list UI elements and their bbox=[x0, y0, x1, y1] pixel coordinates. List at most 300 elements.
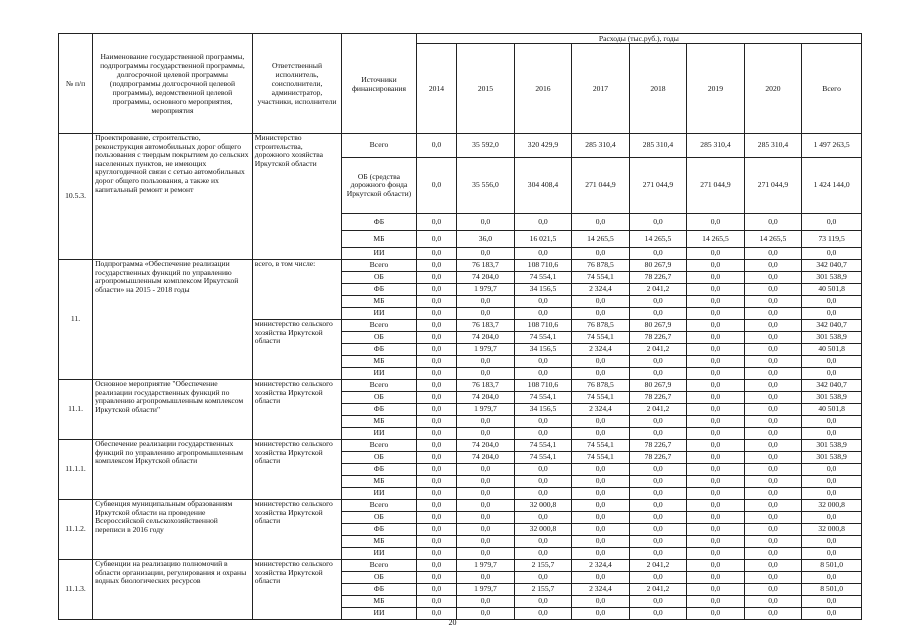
budget-table-sheet bbox=[58, 33, 862, 620]
year-value: 2 324,4 bbox=[572, 560, 630, 572]
year-value: 76 183,7 bbox=[457, 260, 515, 272]
year-value: 285 310,4 bbox=[629, 134, 687, 158]
year-value: 0,0 bbox=[416, 500, 456, 512]
year-value: 0,0 bbox=[572, 248, 630, 260]
year-value: 80 267,9 bbox=[629, 260, 687, 272]
year-value: 0,0 bbox=[687, 404, 745, 416]
year-value: 0,0 bbox=[457, 524, 515, 536]
funding-source: МБ bbox=[342, 231, 417, 248]
funding-source: ФБ bbox=[342, 584, 417, 596]
year-value: 78 226,7 bbox=[629, 332, 687, 344]
funding-source: ИИ bbox=[342, 308, 417, 320]
year-value: 34 156,5 bbox=[514, 404, 572, 416]
year-value: 0,0 bbox=[416, 548, 456, 560]
year-value: 0,0 bbox=[687, 214, 745, 231]
year-value: 0,0 bbox=[457, 416, 515, 428]
year-value: 0,0 bbox=[687, 320, 745, 332]
year-value: 0,0 bbox=[416, 464, 456, 476]
year-value: 0,0 bbox=[744, 488, 802, 500]
year-value: 0,0 bbox=[744, 500, 802, 512]
funding-source: ИИ bbox=[342, 548, 417, 560]
funding-source: ИИ bbox=[342, 608, 417, 620]
year-value: 0,0 bbox=[629, 368, 687, 380]
header-num: № п/п bbox=[59, 34, 93, 134]
year-value: 0,0 bbox=[629, 488, 687, 500]
year-value: 0,0 bbox=[744, 296, 802, 308]
row-number: 11.1.1. bbox=[59, 440, 93, 500]
year-value: 0,0 bbox=[629, 524, 687, 536]
year-value: 0,0 bbox=[457, 500, 515, 512]
year-value: 0,0 bbox=[572, 572, 630, 584]
year-value: 0,0 bbox=[629, 512, 687, 524]
year-value: 0,0 bbox=[572, 500, 630, 512]
year-value: 0,0 bbox=[629, 608, 687, 620]
year-value: 0,0 bbox=[572, 596, 630, 608]
year-value: 74 554,1 bbox=[514, 452, 572, 464]
year-value: 2 041,2 bbox=[629, 404, 687, 416]
year-value: 0,0 bbox=[687, 476, 745, 488]
year-value: 0,0 bbox=[514, 608, 572, 620]
year-value: 0,0 bbox=[744, 272, 802, 284]
year-value: 14 265,5 bbox=[687, 231, 745, 248]
total-value: 73 119,5 bbox=[802, 231, 862, 248]
year-value: 35 592,0 bbox=[457, 134, 515, 158]
year-value: 0,0 bbox=[744, 332, 802, 344]
year-value: 0,0 bbox=[744, 536, 802, 548]
year-value: 74 554,1 bbox=[514, 272, 572, 284]
program-name: Обеспечение реализации государственных функций по управлению агропромышленным комплексом Иркутской области bbox=[93, 440, 253, 500]
total-value: 0,0 bbox=[802, 296, 862, 308]
year-value: 80 267,9 bbox=[629, 320, 687, 332]
year-value: 0,0 bbox=[629, 428, 687, 440]
year-value: 0,0 bbox=[416, 320, 456, 332]
year-value: 0,0 bbox=[416, 584, 456, 596]
funding-source: ФБ bbox=[342, 344, 417, 356]
year-value: 0,0 bbox=[572, 488, 630, 500]
year-value: 0,0 bbox=[629, 500, 687, 512]
year-value: 1 979,7 bbox=[457, 404, 515, 416]
funding-source: Всего bbox=[342, 134, 417, 158]
year-value: 285 310,4 bbox=[744, 134, 802, 158]
year-value: 0,0 bbox=[687, 332, 745, 344]
row-number: 11.1.3. bbox=[59, 560, 93, 620]
total-value: 301 538,9 bbox=[802, 392, 862, 404]
year-value: 0,0 bbox=[457, 536, 515, 548]
header-name: Наименование государственной программы, подпрограммы государственной программы, долгосрочной целевой программы (подпрограммы долгосрочной целевой программы), ведомственной целевой программы, основного мероприятия, мероприятия bbox=[93, 34, 253, 134]
year-value: 0,0 bbox=[744, 380, 802, 392]
year-value: 0,0 bbox=[457, 308, 515, 320]
funding-source: Всего bbox=[342, 320, 417, 332]
funding-source: ОБ bbox=[342, 392, 417, 404]
year-value: 0,0 bbox=[457, 296, 515, 308]
funding-source: ФБ bbox=[342, 404, 417, 416]
year-value: 16 021,5 bbox=[514, 231, 572, 248]
year-value: 36,0 bbox=[457, 231, 515, 248]
funding-source: ОБ bbox=[342, 332, 417, 344]
year-value: 2 041,2 bbox=[629, 584, 687, 596]
header-year: 2018 bbox=[629, 44, 687, 134]
funding-source: Всего bbox=[342, 560, 417, 572]
year-value: 0,0 bbox=[514, 596, 572, 608]
program-name: Субвенция муниципальным образованиям Иркутской области на проведение Всероссийской сельскохозяйственной переписи в 2016 году bbox=[93, 500, 253, 560]
total-value: 0,0 bbox=[802, 596, 862, 608]
year-value: 271 044,9 bbox=[572, 158, 630, 214]
year-value: 0,0 bbox=[744, 214, 802, 231]
year-value: 0,0 bbox=[744, 284, 802, 296]
funding-source: ФБ bbox=[342, 524, 417, 536]
year-value: 0,0 bbox=[416, 368, 456, 380]
year-value: 0,0 bbox=[416, 416, 456, 428]
year-value: 74 554,1 bbox=[514, 392, 572, 404]
year-value: 0,0 bbox=[629, 214, 687, 231]
year-value: 0,0 bbox=[416, 608, 456, 620]
total-value: 0,0 bbox=[802, 356, 862, 368]
year-value: 0,0 bbox=[416, 134, 456, 158]
year-value: 0,0 bbox=[744, 404, 802, 416]
year-value: 74 204,0 bbox=[457, 392, 515, 404]
year-value: 0,0 bbox=[629, 308, 687, 320]
total-value: 1 424 144,0 bbox=[802, 158, 862, 214]
year-value: 0,0 bbox=[744, 356, 802, 368]
responsible-executor: министерство сельского хозяйства Иркутской области bbox=[252, 560, 341, 620]
total-value: 0,0 bbox=[802, 476, 862, 488]
year-value: 0,0 bbox=[514, 488, 572, 500]
header-year: 2016 bbox=[514, 44, 572, 134]
funding-source: ИИ bbox=[342, 428, 417, 440]
year-value: 35 556,0 bbox=[457, 158, 515, 214]
year-value: 0,0 bbox=[687, 284, 745, 296]
year-value: 0,0 bbox=[744, 476, 802, 488]
year-value: 0,0 bbox=[514, 416, 572, 428]
year-value: 0,0 bbox=[416, 356, 456, 368]
year-value: 0,0 bbox=[744, 440, 802, 452]
year-value: 0,0 bbox=[687, 596, 745, 608]
funding-source: МБ bbox=[342, 596, 417, 608]
year-value: 78 226,7 bbox=[629, 452, 687, 464]
year-value: 0,0 bbox=[744, 392, 802, 404]
year-value: 0,0 bbox=[744, 344, 802, 356]
header-year: 2019 bbox=[687, 44, 745, 134]
year-value: 0,0 bbox=[416, 404, 456, 416]
year-value: 0,0 bbox=[572, 214, 630, 231]
table-row bbox=[59, 500, 862, 512]
total-value: 0,0 bbox=[802, 548, 862, 560]
year-value: 108 710,6 bbox=[514, 320, 572, 332]
funding-source: Всего bbox=[342, 500, 417, 512]
funding-source: ОБ bbox=[342, 272, 417, 284]
year-value: 0,0 bbox=[629, 464, 687, 476]
year-value: 0,0 bbox=[416, 284, 456, 296]
total-value: 8 501,0 bbox=[802, 584, 862, 596]
year-value: 0,0 bbox=[744, 524, 802, 536]
year-value: 74 554,1 bbox=[514, 440, 572, 452]
year-value: 0,0 bbox=[416, 560, 456, 572]
total-value: 0,0 bbox=[802, 214, 862, 231]
row-number: 11.1. bbox=[59, 380, 93, 440]
year-value: 0,0 bbox=[416, 231, 456, 248]
year-value: 76 878,5 bbox=[572, 380, 630, 392]
year-value: 0,0 bbox=[514, 368, 572, 380]
funding-source: ФБ bbox=[342, 284, 417, 296]
year-value: 0,0 bbox=[744, 320, 802, 332]
year-value: 0,0 bbox=[687, 608, 745, 620]
funding-source: ИИ bbox=[342, 368, 417, 380]
responsible-executor: Министерство строительства, дорожного хозяйства Иркутской области bbox=[252, 134, 341, 260]
funding-source: Всего bbox=[342, 380, 417, 392]
year-value: 0,0 bbox=[416, 332, 456, 344]
year-value: 0,0 bbox=[744, 416, 802, 428]
year-value: 304 408,4 bbox=[514, 158, 572, 214]
year-value: 0,0 bbox=[687, 584, 745, 596]
year-value: 32 000,8 bbox=[514, 524, 572, 536]
total-value: 32 000,8 bbox=[802, 524, 862, 536]
year-value: 0,0 bbox=[687, 368, 745, 380]
funding-source: ИИ bbox=[342, 248, 417, 260]
year-value: 74 554,1 bbox=[572, 272, 630, 284]
total-value: 0,0 bbox=[802, 464, 862, 476]
year-value: 0,0 bbox=[457, 548, 515, 560]
year-value: 0,0 bbox=[687, 428, 745, 440]
year-value: 0,0 bbox=[514, 572, 572, 584]
total-value: 342 040,7 bbox=[802, 380, 862, 392]
year-value: 0,0 bbox=[744, 248, 802, 260]
year-value: 0,0 bbox=[744, 428, 802, 440]
funding-source: ИИ bbox=[342, 488, 417, 500]
year-value: 0,0 bbox=[416, 308, 456, 320]
year-value: 0,0 bbox=[457, 214, 515, 231]
year-value: 0,0 bbox=[416, 524, 456, 536]
year-value: 0,0 bbox=[744, 308, 802, 320]
year-value: 0,0 bbox=[629, 356, 687, 368]
year-value: 0,0 bbox=[457, 488, 515, 500]
total-value: 40 501,8 bbox=[802, 404, 862, 416]
year-value: 0,0 bbox=[514, 512, 572, 524]
year-value: 0,0 bbox=[514, 464, 572, 476]
total-value: 0,0 bbox=[802, 368, 862, 380]
total-value: 0,0 bbox=[802, 512, 862, 524]
year-value: 0,0 bbox=[457, 428, 515, 440]
year-value: 0,0 bbox=[687, 308, 745, 320]
year-value: 2 041,2 bbox=[629, 560, 687, 572]
year-value: 74 554,1 bbox=[572, 332, 630, 344]
year-value: 14 265,5 bbox=[744, 231, 802, 248]
year-value: 32 000,8 bbox=[514, 500, 572, 512]
year-value: 76 183,7 bbox=[457, 320, 515, 332]
funding-source: МБ bbox=[342, 356, 417, 368]
total-value: 301 538,9 bbox=[802, 452, 862, 464]
year-value: 0,0 bbox=[572, 524, 630, 536]
year-value: 0,0 bbox=[572, 536, 630, 548]
year-value: 108 710,6 bbox=[514, 260, 572, 272]
year-value: 0,0 bbox=[514, 214, 572, 231]
funding-source: МБ bbox=[342, 416, 417, 428]
header-year: 2017 bbox=[572, 44, 630, 134]
year-value: 0,0 bbox=[572, 356, 630, 368]
year-value: 0,0 bbox=[629, 548, 687, 560]
year-value: 0,0 bbox=[687, 572, 745, 584]
year-value: 0,0 bbox=[416, 344, 456, 356]
funding-source: ОБ bbox=[342, 512, 417, 524]
responsible-executor: министерство сельского хозяйства Иркутской области bbox=[252, 440, 341, 500]
table-row bbox=[59, 260, 862, 272]
year-value: 74 204,0 bbox=[457, 440, 515, 452]
total-value: 40 501,8 bbox=[802, 284, 862, 296]
year-value: 0,0 bbox=[416, 440, 456, 452]
year-value: 34 156,5 bbox=[514, 344, 572, 356]
table-row bbox=[59, 134, 862, 158]
year-value: 0,0 bbox=[629, 596, 687, 608]
total-value: 0,0 bbox=[802, 536, 862, 548]
year-value: 0,0 bbox=[416, 380, 456, 392]
year-value: 0,0 bbox=[744, 584, 802, 596]
header-source: Источники финансирования bbox=[342, 34, 417, 134]
year-value: 0,0 bbox=[744, 260, 802, 272]
header-row bbox=[59, 34, 862, 44]
year-value: 0,0 bbox=[744, 572, 802, 584]
year-value: 0,0 bbox=[416, 488, 456, 500]
year-value: 0,0 bbox=[687, 392, 745, 404]
year-value: 320 429,9 bbox=[514, 134, 572, 158]
page-number: 20 bbox=[448, 618, 457, 627]
year-value: 0,0 bbox=[744, 512, 802, 524]
year-value: 0,0 bbox=[514, 356, 572, 368]
year-value: 0,0 bbox=[629, 572, 687, 584]
year-value: 0,0 bbox=[629, 248, 687, 260]
year-value: 0,0 bbox=[744, 560, 802, 572]
year-value: 0,0 bbox=[687, 500, 745, 512]
year-value: 0,0 bbox=[687, 296, 745, 308]
year-value: 285 310,4 bbox=[572, 134, 630, 158]
total-value: 0,0 bbox=[802, 428, 862, 440]
year-value: 0,0 bbox=[416, 272, 456, 284]
year-value: 0,0 bbox=[687, 248, 745, 260]
funding-source: ОБ bbox=[342, 572, 417, 584]
year-value: 0,0 bbox=[514, 308, 572, 320]
funding-source: Всего bbox=[342, 440, 417, 452]
year-value: 0,0 bbox=[572, 608, 630, 620]
program-name: Основное мероприятие "Обеспечение реализации государственных функций по управлению агропромышленным комплексом Иркутской области" bbox=[93, 380, 253, 440]
total-value: 40 501,8 bbox=[802, 344, 862, 356]
year-value: 0,0 bbox=[687, 452, 745, 464]
funding-source: ФБ bbox=[342, 214, 417, 231]
year-value: 0,0 bbox=[514, 476, 572, 488]
year-value: 1 979,7 bbox=[457, 284, 515, 296]
year-value: 1 979,7 bbox=[457, 560, 515, 572]
year-value: 0,0 bbox=[514, 428, 572, 440]
year-value: 0,0 bbox=[687, 440, 745, 452]
year-value: 0,0 bbox=[629, 296, 687, 308]
year-value: 78 226,7 bbox=[629, 272, 687, 284]
year-value: 1 979,7 bbox=[457, 584, 515, 596]
total-value: 32 000,8 bbox=[802, 500, 862, 512]
year-value: 0,0 bbox=[744, 608, 802, 620]
funding-source: МБ bbox=[342, 476, 417, 488]
year-value: 0,0 bbox=[416, 512, 456, 524]
table-body bbox=[59, 34, 862, 620]
year-value: 0,0 bbox=[457, 512, 515, 524]
year-value: 0,0 bbox=[457, 476, 515, 488]
row-number: 10.5.3. bbox=[59, 134, 93, 260]
year-value: 0,0 bbox=[572, 296, 630, 308]
year-value: 0,0 bbox=[572, 548, 630, 560]
year-value: 0,0 bbox=[416, 392, 456, 404]
year-value: 0,0 bbox=[744, 368, 802, 380]
year-value: 0,0 bbox=[514, 296, 572, 308]
year-value: 0,0 bbox=[457, 608, 515, 620]
year-value: 2 324,4 bbox=[572, 404, 630, 416]
year-value: 0,0 bbox=[687, 380, 745, 392]
year-value: 0,0 bbox=[744, 464, 802, 476]
row-number: 11.1.2. bbox=[59, 500, 93, 560]
program-name: Проектирование, строительство, реконструкция автомобильных дорог общего пользования с твердым покрытием до сельских населенных пунктов, не имеющих круглогодичной связи с сетью автомобильных дорог общего пользования, а также их капитальный ремонт и ремонт bbox=[93, 134, 253, 260]
year-value: 0,0 bbox=[416, 214, 456, 231]
total-value: 0,0 bbox=[802, 308, 862, 320]
year-value: 0,0 bbox=[514, 536, 572, 548]
year-value: 0,0 bbox=[629, 536, 687, 548]
year-value: 76 878,5 bbox=[572, 320, 630, 332]
year-value: 2 041,2 bbox=[629, 284, 687, 296]
year-value: 14 265,5 bbox=[572, 231, 630, 248]
year-value: 0,0 bbox=[416, 428, 456, 440]
year-value: 0,0 bbox=[687, 464, 745, 476]
total-value: 342 040,7 bbox=[802, 260, 862, 272]
year-value: 0,0 bbox=[687, 260, 745, 272]
year-value: 0,0 bbox=[416, 248, 456, 260]
year-value: 0,0 bbox=[572, 512, 630, 524]
funding-source: ФБ bbox=[342, 464, 417, 476]
year-value: 2 324,4 bbox=[572, 344, 630, 356]
total-value: 8 501,0 bbox=[802, 560, 862, 572]
responsible-executor: министерство сельского хозяйства Иркутской области bbox=[252, 380, 341, 440]
year-value: 78 226,7 bbox=[629, 440, 687, 452]
year-value: 76 183,7 bbox=[457, 380, 515, 392]
year-value: 0,0 bbox=[744, 548, 802, 560]
year-value: 76 878,5 bbox=[572, 260, 630, 272]
year-value: 0,0 bbox=[457, 248, 515, 260]
year-value: 0,0 bbox=[572, 416, 630, 428]
year-value: 80 267,9 bbox=[629, 380, 687, 392]
year-value: 0,0 bbox=[457, 596, 515, 608]
year-value: 74 554,1 bbox=[572, 392, 630, 404]
program-name: Субвенции на реализацию полномочий в области организации, регулирования и охраны водных биологических ресурсов bbox=[93, 560, 253, 620]
year-value: 2 155,7 bbox=[514, 560, 572, 572]
year-value: 0,0 bbox=[416, 536, 456, 548]
total-value: 342 040,7 bbox=[802, 320, 862, 332]
year-value: 0,0 bbox=[416, 476, 456, 488]
responsible-executor: министерство сельского хозяйства Иркутской области bbox=[252, 500, 341, 560]
year-value: 271 044,9 bbox=[744, 158, 802, 214]
year-value: 74 554,1 bbox=[572, 452, 630, 464]
year-value: 0,0 bbox=[572, 428, 630, 440]
program-name: Подпрограмма «Обеспечение реализации государственных функций по управлению агропромышленным комплексом Иркутской области» на 2015 - 2018 годы bbox=[93, 260, 253, 380]
year-value: 78 226,7 bbox=[629, 392, 687, 404]
year-value: 0,0 bbox=[514, 548, 572, 560]
year-value: 0,0 bbox=[416, 158, 456, 214]
responsible-executor: министерство сельского хозяйства Иркутской области bbox=[252, 320, 341, 380]
header-resp: Ответственный исполнитель, соисполнители, администратор, участники, исполнители bbox=[252, 34, 341, 134]
responsible-executor: всего, в том числе: bbox=[252, 260, 341, 320]
year-value: 1 979,7 bbox=[457, 344, 515, 356]
funding-source: Всего bbox=[342, 260, 417, 272]
year-value: 0,0 bbox=[687, 560, 745, 572]
year-value: 0,0 bbox=[416, 596, 456, 608]
year-value: 0,0 bbox=[629, 476, 687, 488]
year-value: 74 204,0 bbox=[457, 332, 515, 344]
total-value: 0,0 bbox=[802, 608, 862, 620]
year-value: 285 310,4 bbox=[687, 134, 745, 158]
year-value: 74 204,0 bbox=[457, 452, 515, 464]
row-number: 11. bbox=[59, 260, 93, 380]
